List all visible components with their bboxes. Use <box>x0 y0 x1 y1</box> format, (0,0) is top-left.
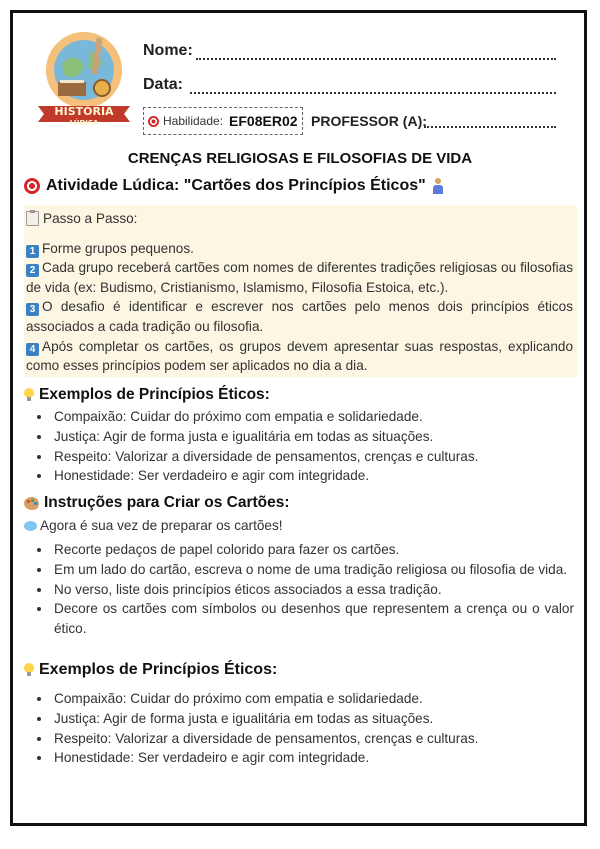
examples-list <box>36 689 478 768</box>
instructions-heading <box>24 494 290 512</box>
step-item <box>26 258 573 297</box>
instructions-heading-text: Instruções para Criar os Cartões: <box>44 494 290 511</box>
step-item <box>26 297 573 336</box>
list-item: • Honestidade: Ser verdadeiro e agir com integridade. <box>52 748 478 768</box>
clipboard-icon <box>26 211 39 226</box>
examples-heading <box>24 661 277 679</box>
step-text: Forme grupos pequenos. <box>42 240 194 256</box>
step-text: Após completar os cartões, os grupos devem apresentar suas respostas, explicando como esses princípios podem ser aplicados no dia a dia. <box>26 338 573 374</box>
target-icon <box>24 178 40 194</box>
list-item: • Compaixão: Cuidar do próximo com empatia e solidariedade. <box>52 689 478 709</box>
activity-heading <box>24 177 444 195</box>
step-item <box>26 337 573 376</box>
logo-text: HISTÓRIA <box>54 105 114 118</box>
steps-heading <box>26 209 573 229</box>
list-item: • Justiça: Agir de forma justa e igualitária em todas as situações. <box>52 427 478 447</box>
habilidade-code: EF08ER02 <box>229 113 298 129</box>
list-item: • Decore os cartões com símbolos ou desenhos que representem a crença ou o valor ético. <box>52 599 574 639</box>
list-item: • Respeito: Valorizar a diversidade de pensamentos, crenças e culturas. <box>52 729 478 749</box>
list-item: • Honestidade: Ser verdadeiro e agir com integridade. <box>52 466 478 486</box>
lightbulb-icon <box>24 388 34 402</box>
historia-ludica-logo <box>32 24 136 132</box>
logo-subtext: LÚDICA <box>69 119 99 127</box>
examples-heading <box>24 386 270 404</box>
speech-bubble-icon <box>24 521 37 531</box>
list-item: • No verso, liste dois princípios éticos associados a essa tradição. <box>52 580 574 600</box>
target-icon <box>148 116 159 127</box>
steps-heading-text: Passo a Passo: <box>43 211 138 226</box>
step-text: O desafio é identificar e escrever nos cartões pelo menos dois princípios éticos associados a cada tradição ou filosofia. <box>26 299 573 334</box>
list-item: • Compaixão: Cuidar do próximo com empatia e solidariedade. <box>52 407 478 427</box>
activity-title: Atividade Lúdica: "Cartões dos Princípios Éticos" <box>46 177 426 194</box>
palette-icon <box>24 497 39 510</box>
date-field[interactable] <box>190 92 556 94</box>
number-3-icon: 3 <box>26 303 39 316</box>
name-field[interactable] <box>196 58 556 60</box>
date-label: Data: <box>143 76 184 93</box>
examples-heading-text: Exemplos de Princípios Éticos: <box>39 661 278 678</box>
examples-list <box>36 407 478 486</box>
list-item: • Respeito: Valorizar a diversidade de pensamentos, crenças e culturas. <box>52 447 478 467</box>
list-item: • Justiça: Agir de forma justa e igualitária em todas as situações. <box>52 709 478 729</box>
habilidade-box <box>143 107 303 135</box>
professor-label: PROFESSOR (A): <box>311 113 427 129</box>
page-title: CRENÇAS RELIGIOSAS E FILOSOFIAS DE VIDA <box>127 150 473 167</box>
steps-box <box>24 205 577 377</box>
number-4-icon: 4 <box>26 343 39 356</box>
list-item: • Recorte pedaços de papel colorido para fazer os cartões. <box>52 540 574 560</box>
name-label: Nome: <box>143 42 193 59</box>
person-icon <box>432 178 444 194</box>
intro-text: Agora é sua vez de preparar os cartões! <box>40 518 283 533</box>
number-2-icon: 2 <box>26 264 39 277</box>
number-1-icon: 1 <box>26 245 39 258</box>
professor-field[interactable] <box>424 126 556 128</box>
instructions-list <box>36 540 574 639</box>
instructions-intro <box>24 518 283 533</box>
step-item <box>26 239 573 259</box>
lightbulb-icon <box>24 663 34 677</box>
habilidade-label: Habilidade: <box>163 114 224 128</box>
examples-heading-text: Exemplos de Princípios Éticos: <box>39 386 270 403</box>
step-text: Cada grupo receberá cartões com nomes de diferentes tradições religiosas ou filosofias de vida (ex: Budismo, Cristianismo, Islamismo, Filosofia Estoica, etc.). <box>26 260 573 295</box>
list-item: • Em um lado do cartão, escreva o nome de uma tradição religiosa ou filosofia de vida. <box>52 560 574 580</box>
